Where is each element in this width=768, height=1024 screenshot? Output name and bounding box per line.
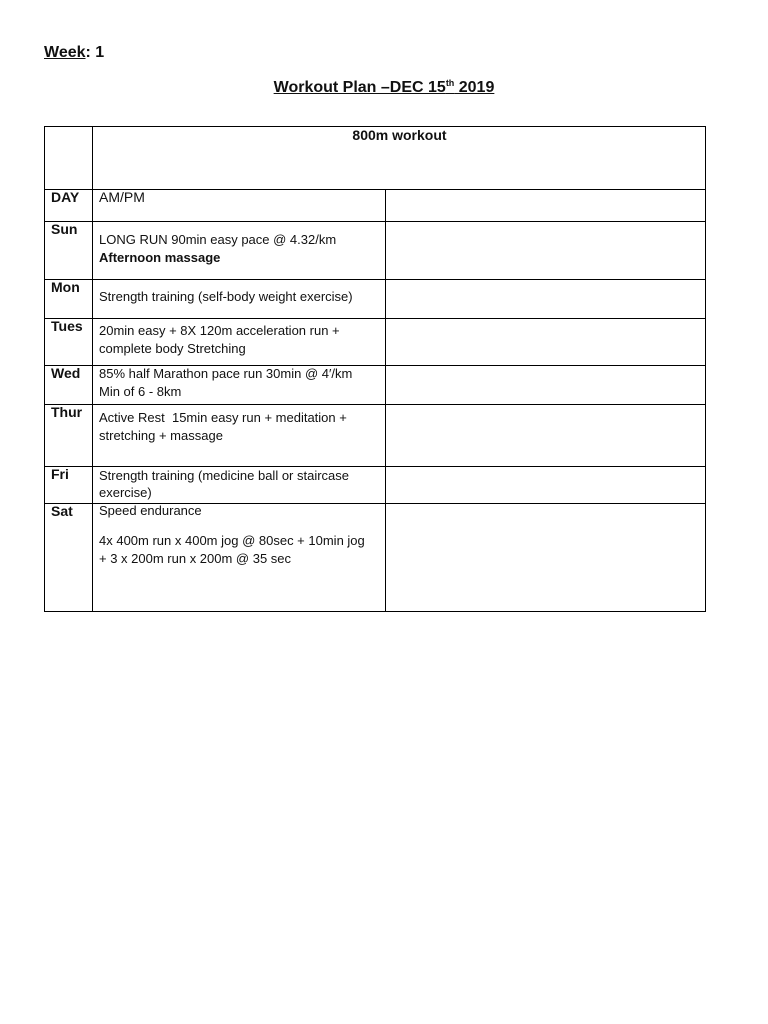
week-number: : 1 bbox=[85, 44, 105, 61]
workout-fri bbox=[99, 467, 349, 501]
workout-sat bbox=[99, 502, 365, 568]
day-column-header: DAY bbox=[51, 189, 80, 205]
title-prefix: Workout Plan –DEC 15 bbox=[273, 79, 446, 96]
title-text bbox=[274, 79, 495, 96]
workout-wed-line1: 85% half Marathon pace run 30min @ 4′/km bbox=[99, 366, 353, 381]
week-label bbox=[44, 44, 104, 62]
workout-wed bbox=[99, 365, 352, 401]
workout-mon-line1: Strength training (self-body weight exercise) bbox=[99, 289, 353, 304]
title-suffix: 2019 bbox=[454, 79, 495, 96]
workout-thur-line1: Active Rest 15min easy run + meditation + bbox=[99, 410, 347, 425]
workout-tues bbox=[99, 322, 340, 358]
workout-fri-line2: exercise) bbox=[99, 485, 152, 500]
day-sat: Sat bbox=[51, 503, 73, 519]
workout-sun-line2: Afternoon massage bbox=[99, 250, 221, 265]
workout-mon bbox=[99, 288, 353, 306]
workout-sat-line3: + 3 x 200m run x 200m @ 35 sec bbox=[99, 551, 292, 566]
workout-sun-line1: LONG RUN 90min easy pace @ 4.32/km bbox=[99, 232, 337, 247]
day-fri: Fri bbox=[51, 466, 69, 482]
workout-sun bbox=[99, 231, 336, 267]
workout-table bbox=[44, 126, 706, 612]
workout-sat-line2: 4x 400m run x 400m jog @ 80sec + 10min jog bbox=[99, 533, 365, 548]
week-word: Week bbox=[44, 44, 86, 61]
table-rule-day-header bbox=[44, 221, 706, 222]
workout-thur-line2: stretching + massage bbox=[99, 428, 223, 443]
table-border-right bbox=[705, 126, 706, 612]
table-header: 800m workout bbox=[352, 127, 447, 143]
day-tues: Tues bbox=[51, 318, 83, 334]
day-wed: Wed bbox=[51, 365, 81, 381]
table-border-bottom bbox=[44, 611, 706, 612]
ampm-column-header: AM/PM bbox=[99, 189, 145, 205]
day-thur: Thur bbox=[51, 404, 83, 420]
table-rule-sun bbox=[44, 279, 706, 280]
workout-tues-line1: 20min easy + 8X 120m acceleration run + bbox=[99, 323, 340, 338]
workout-tues-line2: complete body Stretching bbox=[99, 341, 246, 356]
workout-wed-line2: Min of 6 - 8km bbox=[99, 384, 182, 399]
day-mon: Mon bbox=[51, 279, 80, 295]
table-rule-notes-column bbox=[385, 189, 386, 612]
title-superscript: th bbox=[445, 78, 455, 88]
table-rule-mon bbox=[44, 318, 706, 319]
day-sun: Sun bbox=[51, 221, 78, 237]
table-rule-wed bbox=[44, 404, 706, 405]
page-title bbox=[0, 78, 768, 97]
table-border-left bbox=[44, 126, 45, 612]
table-rule-day-column bbox=[92, 126, 93, 612]
workout-sat-line1: Speed endurance bbox=[99, 503, 202, 518]
workout-thur bbox=[99, 409, 347, 445]
workout-fri-line1: Strength training (medicine ball or staircase bbox=[99, 468, 350, 483]
